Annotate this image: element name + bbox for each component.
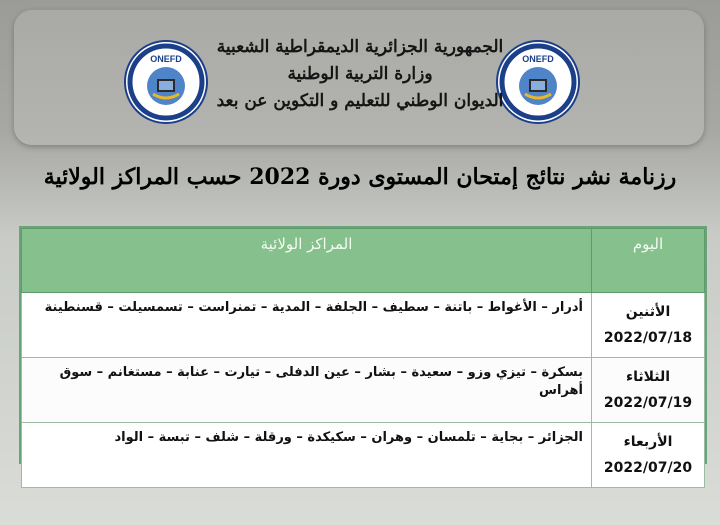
onefd-logo-left [124, 40, 208, 124]
table-row [22, 293, 705, 358]
day-name: الأثنين [625, 304, 671, 320]
day-cell [592, 358, 705, 423]
logo-emblem-icon [126, 42, 206, 122]
centers-cell: الجزائر – بجاية – تلمسان – وهران – سكيكدة – ورقلة – شلف – تبسة – الواد [22, 423, 592, 488]
logo-text: ONEFD [522, 54, 554, 64]
schedule-table [21, 228, 705, 488]
day-cell [592, 293, 705, 358]
table-row [22, 358, 705, 423]
country-name: الجمهورية الجزائرية الديمقراطية الشعبية [216, 37, 504, 57]
page-title: رزنامة نشر نتائج إمتحان المستوى دورة 2022 حسب المراكز الولائية [43, 164, 677, 190]
day-date: 2022/07/20 [603, 460, 693, 476]
ministry-name: وزارة التربية الوطنية [287, 64, 433, 84]
day-date: 2022/07/19 [603, 395, 693, 411]
centers-cell: أدرار – الأغواط – باتنة – سطيف – الجلفة – المدية – تمنراست – تسمسيلت – قسنطينة [22, 293, 592, 358]
day-cell [592, 423, 705, 488]
table-header-row [22, 229, 705, 293]
header-text-block [200, 34, 520, 115]
day-date: 2022/07/18 [603, 330, 693, 346]
table-row [22, 423, 705, 488]
day-name: الأربعاء [623, 434, 673, 450]
logo-text: ONEFD [150, 54, 182, 64]
centers-cell: بسكرة – تيزي وزو – سعيدة – بشار – عين الدفلى – تيارت – عنابة – مستغانم – سوق أهراس [22, 358, 592, 423]
day-name: الثلاثاء [625, 369, 671, 385]
column-header-centers: المراكز الولائية [22, 229, 592, 293]
schedule-table-container [19, 226, 707, 476]
office-name: الديوان الوطني للتعليم و التكوين عن بعد [216, 91, 504, 111]
column-header-day: اليوم [592, 229, 705, 293]
